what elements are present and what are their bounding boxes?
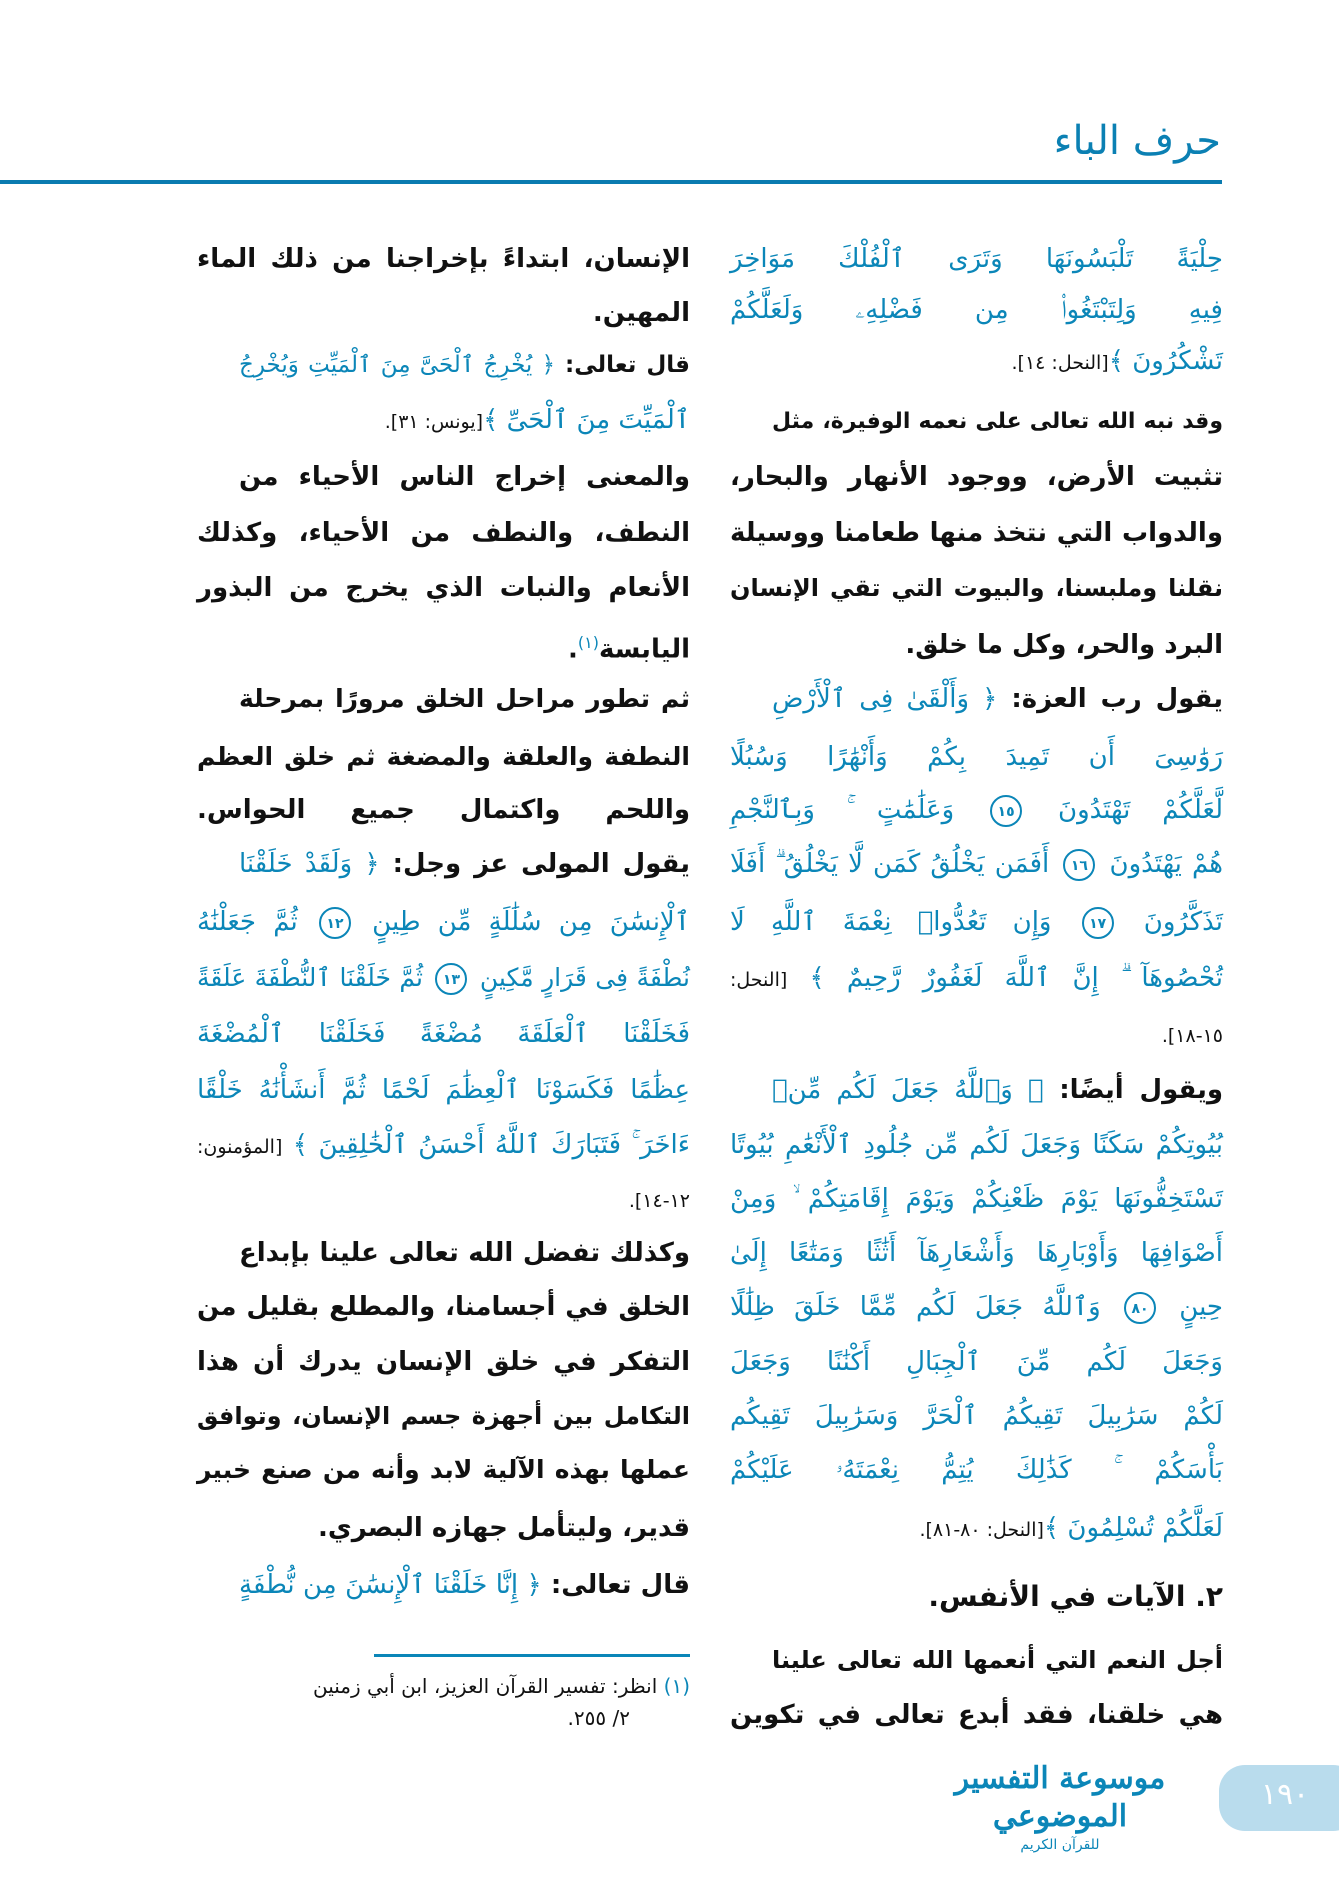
logo-subtitle: للقرآن الكريم [1020,1837,1100,1853]
text-line [730,783,1223,837]
text-line [730,730,1223,784]
quran-verse-text: لَعَلَّكُمْ تُسْلِمُونَ ﴾ [1043,1513,1223,1543]
text-line [730,561,1223,615]
text-line [197,1501,690,1555]
quran-verse-text: ثُمَّ جَعَلْنَٰهُ [197,907,315,937]
body-text: نقلنا وملبسنا، والبيوت التي تقي الإنسان [730,574,1223,602]
verse-reference: ١٢-١٤]. [628,1190,690,1212]
text-line [197,1280,690,1334]
verse-number-marker: ١٥ [990,795,1022,827]
text-line [730,1172,1223,1226]
text-line [197,1172,690,1226]
body-text: النطف، والنطف من الأحياء، وكذلك [197,518,690,548]
text-line [197,393,690,447]
text-line [197,895,690,949]
quran-verse-text: ءَاخَرَ ۚ فَتَبَارَكَ ٱللَّهُ أَحْسَنُ ٱلْخَٰلِقِينَ ﴾ [282,1130,690,1160]
quran-verse-text: لَّعَلَّكُمْ تَهْتَدُونَ [1026,795,1223,825]
body-text: يقول رب العزة: [997,684,1223,714]
footnote-mark: (١) [663,1674,690,1698]
text-line [197,506,690,560]
text-line [197,1063,690,1117]
verse-reference: ١٥-١٨]. [1161,1025,1223,1047]
body-text: البرد والحر، وكل ما خلق. [905,630,1223,660]
footnote-text: ٢/ ٢٥٥. [567,1706,630,1730]
body-text: الخلق في أجسامنا، والمطلع بقليل من [197,1292,690,1322]
text-line [772,395,1223,449]
text-line [239,450,690,504]
quran-verse-text: أَفَمَن يَخْلُقُ كَمَن لَّا يَخْلُقُ ۗ أَفَلَا [730,849,1060,879]
text-line [730,1389,1223,1443]
quran-verse-text: ﴿ يُخْرِجُ ٱلْحَىَّ مِنَ ٱلْمَيِّتِ وَيُخْرِجُ [239,352,556,378]
quran-verse-text: وَعَلَٰمَٰتٍ ۚ وَبِٱلنَّجْمِ [730,795,987,825]
verse-reference: [النحل: ١٤]. [1011,352,1109,374]
text-line [730,506,1223,560]
text-line [197,1007,690,1061]
text-line [730,837,1223,891]
text-line [197,232,690,286]
quran-verse-text: حِينٍ [1159,1292,1223,1322]
footnote-line [197,1706,690,1730]
text-line [730,1688,1223,1742]
footnote-reference: (١) [577,633,599,652]
text-line [730,450,1223,504]
text-line [730,1501,1223,1555]
text-line [197,1389,690,1443]
quran-verse-text: أَصْوَافِهَا وَأَوْبَارِهَا وَأَشْعَارِهَآ أَثَٰثًا وَمَتَٰعًا إِلَىٰ [730,1238,1223,1268]
quran-verse-text: حِلْيَةً تَلْبَسُونَهَا وَتَرَى ٱلْفُلْكَ مَوَاخِرَ [730,244,1223,274]
quran-verse-text: ﴿ وَأَلْقَىٰ فِى ٱلْأَرْضِ [772,684,998,714]
body-text: والدواب التي نتخذ منها طعامنا ووسيلة [730,518,1223,548]
quran-verse-text: تَذَكَّرُونَ [1117,907,1223,937]
body-text: . [567,634,578,665]
text-line [197,1335,690,1389]
quran-verse-text: هُمْ يَهْتَدُونَ [1099,849,1223,879]
quran-verse-text: ٱلْمَيِّتَ مِنَ ٱلْحَىِّ ﴾ [483,405,690,435]
quran-verse-text: نُطْفَةً فِى قَرَارٍ مَّكِينٍ [471,963,690,992]
verse-number-marker: ١٦ [1063,849,1095,881]
body-text: والمعنى إخراج الناس الأحياء من [239,462,690,492]
text-line [730,1118,1223,1172]
text-line [772,1063,1223,1117]
body-text: التكامل بين أجهزة جسم الإنسان، وتوافق [197,1402,690,1430]
verse-reference: [النحل: [730,969,788,991]
text-line [730,1335,1223,1389]
body-text: الإنسان، ابتداءً بإخراجنا من ذلك الماء [197,244,690,274]
body-text: قال تعالى: [541,1570,690,1600]
quran-verse-text: ﴿ إِنَّا خَلَقْنَا ٱلْإِنسَٰنَ مِن نُّطْفَةٍ [239,1570,542,1600]
quran-verse-text: ٱلْإِنسَٰنَ مِن سُلَٰلَةٍ مِّن طِينٍ [354,907,690,937]
verse-reference: [المؤمنون: [197,1136,283,1158]
quran-verse-text: تَشْكُرُونَ ﴾ [1108,346,1223,376]
body-text: اليابسة [598,634,690,665]
body-text: ويقول أيضًا: [1043,1075,1224,1105]
text-line [730,1226,1223,1280]
quran-verse-text: ﴿ وَٱللَّهُ جَعَلَ لَكُم مِّنۢ [772,1075,1044,1105]
body-text: هي خلقنا، فقد أبدع تعالى في تكوين [730,1700,1223,1730]
text-line [730,951,1223,1005]
footnote-text: انظر: تفسير القرآن العزيز، ابن أبي زمنين [312,1674,658,1698]
verse-number-marker: ١٢ [319,907,351,939]
text-line [197,616,690,670]
verse-number-marker: ٨٠ [1124,1292,1156,1324]
quran-verse-text: وَٱللَّهُ جَعَلَ لَكُم مِّمَّا خَلَقَ ظِلَٰلًا [730,1292,1120,1322]
verse-reference: [يونس: ٣١]. [384,411,484,433]
body-text: عملها بهذه الآلية لابد وأنه من صنع خبير [197,1455,690,1484]
text-line [730,895,1223,949]
quran-verse-text: فَخَلَقْنَا ٱلْعَلَقَةَ مُضْغَةً فَخَلَقْنَا ٱلْمُضْغَةَ [197,1019,690,1049]
text-line [239,837,690,891]
quran-verse-text: وَإِن تَعُدُّوا۟ نِعْمَةَ ٱللَّهِ لَا [730,907,1078,937]
body-text: تثبيت الأرض، ووجود الأنهار والبحار، [730,462,1223,492]
footnote-line [197,1674,690,1698]
text-line [772,1633,1223,1687]
body-text: أجل النعم التي أنعمها الله تعالى علينا [772,1646,1223,1674]
logo-title: موسوعة التفسير الموضوعي [954,1761,1166,1834]
text-line [197,783,690,837]
quran-verse-text: وَجَعَلَ لَكُم مِّنَ ٱلْجِبَالِ أَكْنَٰنًا وَجَعَلَ [730,1347,1223,1377]
body-text: قدير، وليتأمل جهازه البصري. [318,1513,690,1543]
quran-verse-text: فِيهِ وَلِتَبْتَغُوا۟ مِن فَضْلِهِۦ وَلَعَلَّكُمْ [730,295,1223,325]
text-line [730,1443,1223,1497]
text-line [730,334,1223,388]
footnote-divider [374,1654,690,1657]
right-column [730,0,1223,1800]
verse-number-marker: ١٣ [435,963,467,995]
text-line [730,1007,1223,1061]
quran-verse-text: بَأْسَكُمْ ۚ كَذَٰلِكَ يُتِمُّ نِعْمَتَهُۥ عَلَيْكُمْ [730,1455,1223,1485]
text-line [730,1280,1223,1334]
quran-verse-text: ثُمَّ خَلَقْنَا ٱلنُّطْفَةَ عَلَقَةً [197,963,432,992]
text-line [197,561,690,615]
quran-verse-text: ﴿ وَلَقَدْ خَلَقْنَا [239,849,380,879]
text-line [197,730,690,784]
quran-verse-text: تَسْتَخِفُّونَهَا يَوْمَ ظَعْنِكُمْ وَيَوْمَ إِقَامَتِكُمْ ۙ وَمِنْ [730,1184,1223,1214]
text-line [772,1570,1223,1624]
verse-reference: [النحل: ٨٠-٨١]. [919,1519,1044,1541]
body-text: المهين. [592,298,690,328]
quran-verse-text: رَوَٰسِىَ أَن تَمِيدَ بِكُمْ وَأَنْهَٰرًا وَسُبُلًا [730,742,1223,772]
body-text: قال تعالى: [555,352,690,378]
body-text: وكذلك تفضل الله تعالى علينا بإبداع [239,1238,690,1268]
body-text: ثم تطور مراحل الخلق مرورًا بمرحلة [239,684,690,713]
quran-verse-text: تُحْصُوهَآ ۗ إِنَّ ٱللَّهَ لَغَفُورٌ رَّحِيمٌ ﴾ [787,963,1223,993]
text-line [197,286,690,340]
body-text: التفكر في خلق الإنسان يدرك أن هذا [197,1347,690,1377]
text-line [197,1443,690,1497]
text-line [197,951,690,1005]
text-line [730,232,1223,286]
page-number: ١٩٠ [1260,1777,1310,1812]
left-column [197,0,690,1800]
body-text: يقول المولى عز وجل: [379,849,690,879]
text-line [772,672,1223,726]
quran-verse-text: بُيُوتِكُمْ سَكَنًا وَجَعَلَ لَكُم مِّن جُلُودِ ٱلْأَنْعَٰمِ بُيُوتًا [730,1130,1223,1160]
section-heading: ٢. الآيات في الأنفس. [928,1580,1223,1613]
body-text: النطفة والعلقة والمضغة ثم خلق العظم [197,742,690,771]
body-text: واللحم واكتمال جميع الحواس. [197,795,690,825]
text-line [239,672,690,726]
body-text: وقد نبه الله تعالى على نعمه الوفيرة، مثل [772,409,1223,434]
quran-verse-text: عِظَٰمًا فَكَسَوْنَا ٱلْعِظَٰمَ لَحْمًا ثُمَّ أَنشَأْنَٰهُ خَلْقًا [197,1075,690,1105]
text-line [730,618,1223,672]
text-line [239,1226,690,1280]
text-line [239,338,690,392]
encyclopedia-logo [930,1760,1190,1854]
chapter-title: حرف الباء [1053,118,1221,164]
quran-verse-text: لَكُمْ سَرَٰبِيلَ تَقِيكُمُ ٱلْحَرَّ وَسَرَٰبِيلَ تَقِيكُم [730,1401,1223,1431]
text-line [239,1558,690,1612]
body-text: الأنعام والنبات الذي يخرج من البذور [197,573,690,603]
text-line [197,1118,690,1172]
verse-number-marker: ١٧ [1082,907,1114,939]
text-line [730,283,1223,337]
